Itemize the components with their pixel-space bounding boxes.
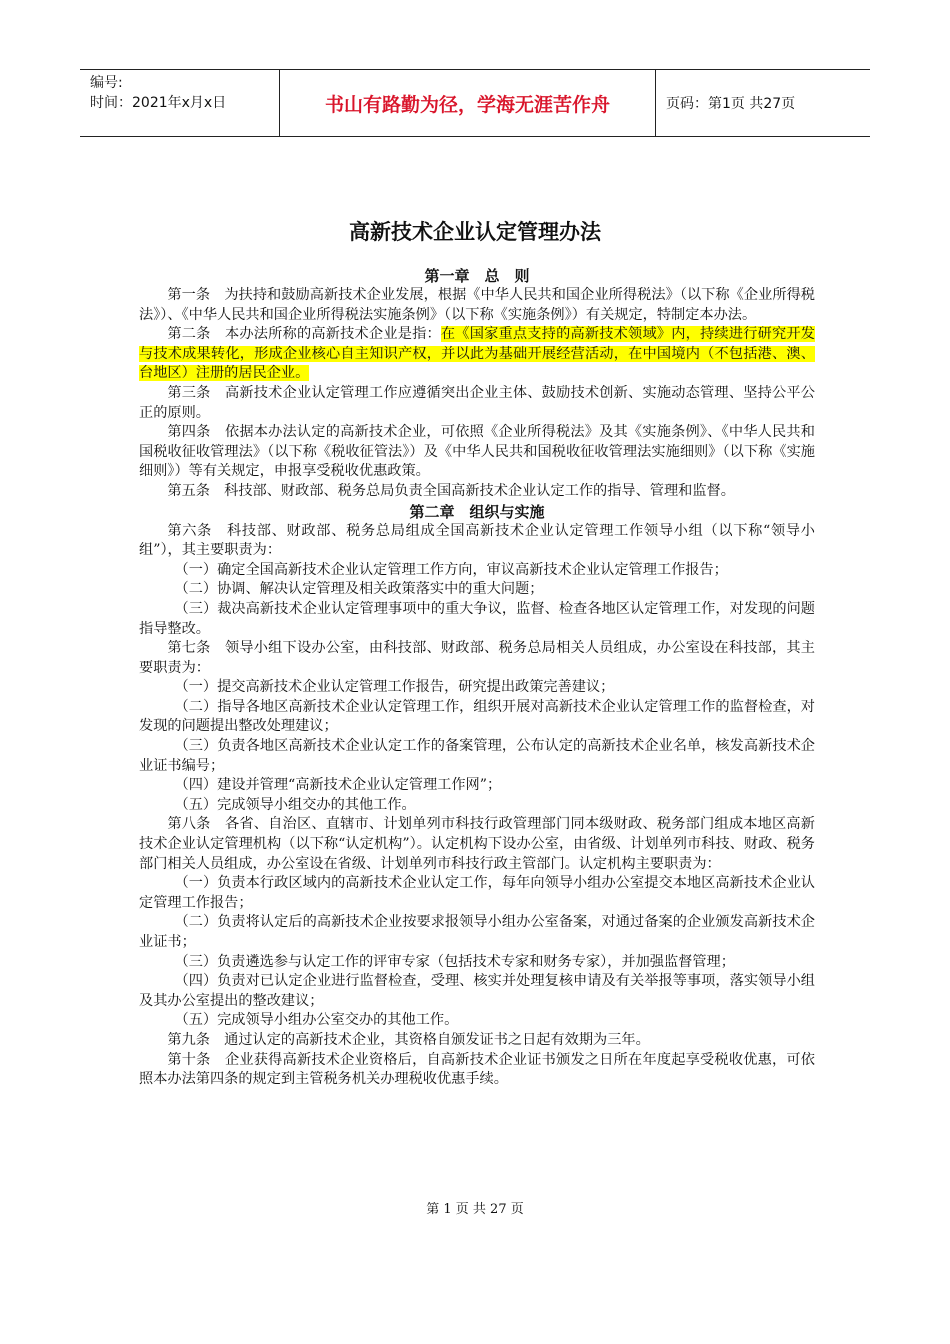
article-7-item: （一）提交高新技术企业认定管理工作报告，研究提出政策完善建议； [174,679,615,696]
article-6-item: （一）确定全国高新技术企业认定管理工作方向，审议高新技术企业认定管理工作报告； [174,561,728,578]
article-8-item: （五）完成领导小组办公室交办的其他工作。 [174,1012,459,1029]
article-7-item: （三）负责各地区高新技术企业认定工作的备案管理，公布认定的高新技术企业名单，核发高新技术企业证书编号； [139,738,815,774]
header-page-number: 页码：第1页 共27页 [666,96,796,112]
article-8: 第八条 各省、自治区、直辖市、计划单列市科技行政管理部门同本级财政、税务部门组成本地区高新技术企业认定管理机构（以下称“认定机构”）。认定机构下设办公室，由省级、计划单列市科技、财政、税务部门相关人员组成，办公室设在省级、计划单列市科技行政主管部门。认定机构主要职责为： [139,816,815,872]
article-7-item: （二）指导各地区高新技术企业认定管理工作，组织开展对高新技术企业认定管理工作的监督检查，对发现的问题提出整改处理建议； [139,698,815,735]
article-2 [139,325,815,384]
article-8-item: （一）负责本行政区域内的高新技术企业认定工作，每年向领导小组办公室提交本地区高新技术企业认定管理工作报告； [139,875,815,911]
article-7-item: （五）完成领导小组交办的其他工作。 [174,796,416,813]
chapter-2-heading: 第二章 组织与实施 [409,502,545,521]
article-8-item: （三）负责遴选参与认定工作的评审专家（包括技术专家和财务专家），并加强监督管理； [174,953,735,970]
header-motto: 书山有路勤为径，学海无涯苦作舟 [280,70,656,136]
chapter-1-heading: 第一章 总 则 [424,267,530,285]
article-8-item: （四）负责对已认定企业进行监督检查，受理、核实并处理复核申请及有关举报等事项，落实领导小组及其办公室提出的整改建议； [139,973,815,1009]
article-2-prefix: 第二条 本办法所称的高新技术企业是指： [167,326,441,343]
time-label: 时间：2021年x月x日 [90,95,227,111]
article-6: 第六条 科技部、财政部、税务总局组成全国高新技术企业认定管理工作领导小组（以下称“领导小组”），其主要职责为： [139,522,815,559]
article-3: 第三条 高新技术企业认定管理工作应遵循突出企业主体、鼓励技术创新、实施动态管理、坚持公平公正的原则。 [139,384,815,421]
document-title: 高新技术企业认定管理办法 [349,220,601,244]
article-8-item: （二）负责将认定后的高新技术企业按要求报领导小组办公室备案，对通过备案的企业颁发高新技术企业证书； [139,914,815,950]
page-footer: 第 1 页 共 27 页 [426,1202,524,1217]
article-2-highlight: 在《国家重点支持的高新技术领域》内，持续进行研究开发与技术成果转化，形成企业核心自主知识产权，并以此为基础开展经营活动，在中国境内（不包括港、澳、台地区）注册的居民企业。 [139,326,815,382]
article-6-item: （二）协调、解决认定管理及相关政策落实中的重大问题； [174,581,544,598]
article-5: 第五条 科技部、财政部、税务总局负责全国高新技术企业认定工作的指导、管理和监督。 [167,482,735,499]
page-header [80,69,870,137]
article-6-item: （三）裁决高新技术企业认定管理事项中的重大争议，监督、检查各地区认定管理工作，对发现的问题指导整改。 [139,600,815,637]
article-4: 第四条 依据本办法认定的高新技术企业，可依照《企业所得税法》及其《实施条例》、《中华人民共和国税收征收管理法》（以下称《税收征管法》）及《中华人民共和国税收征收管理法实施细则》（以下称《实施细则》）等有关规定，申报享受税收优惠政策。 [139,424,815,480]
article-10: 第十条 企业获得高新技术企业资格后，自高新技术企业证书颁发之日所在年度起享受税收优惠，可依照本办法第四条的规定到主管税务机关办理税收优惠手续。 [139,1051,815,1088]
article-7: 第七条 领导小组下设办公室，由科技部、财政部、税务总局相关人员组成，办公室设在科技部，其主要职责为： [139,640,815,676]
article-9: 第九条 通过认定的高新技术企业，其资格自颁发证书之日起有效期为三年。 [167,1031,650,1048]
header-meta [80,70,280,136]
article-1: 第一条 为扶持和鼓励高新技术企业发展，根据《中华人民共和国企业所得税法》（以下称《企业所得税法》）、《中华人民共和国企业所得税法实施条例》（以下称《实施条例》）有关规定，特制定本办法。 [139,287,815,323]
document-body [139,266,815,1090]
number-label: 编号: [90,75,123,91]
article-7-item: （四）建设并管理“高新技术企业认定管理工作网”； [174,777,502,794]
